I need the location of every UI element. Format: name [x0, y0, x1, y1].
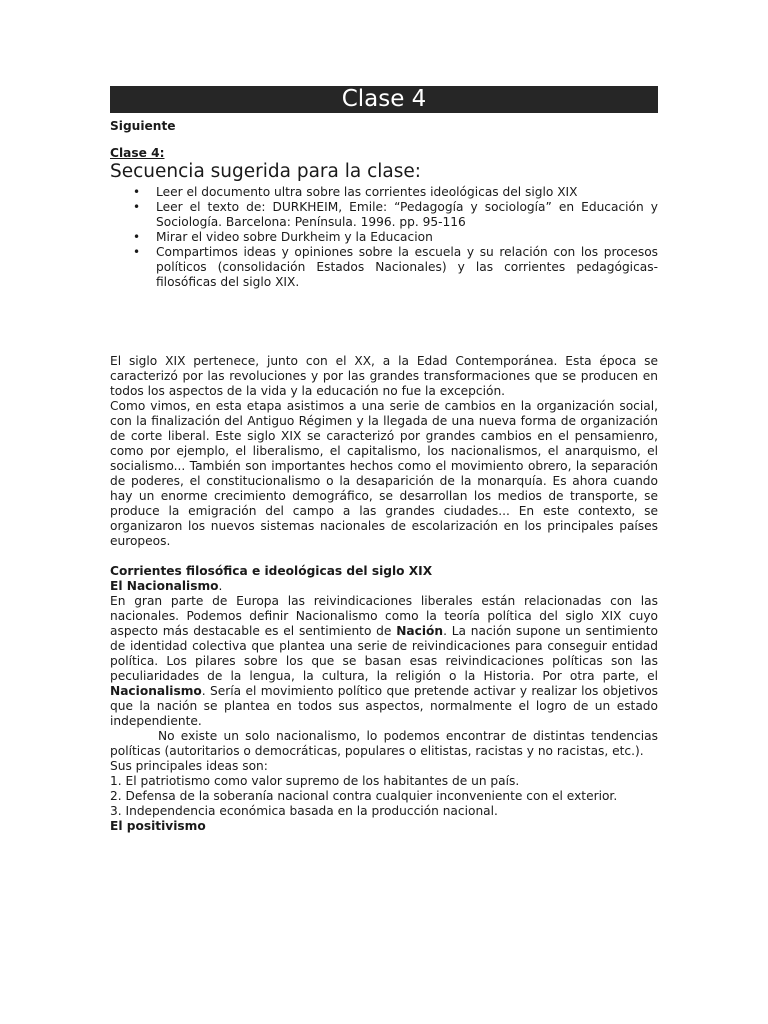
nacionalismo-title: El Nacionalismo [110, 579, 219, 593]
nacionalismo-heading [110, 579, 658, 594]
idea-item: 1. El patriotismo como valor supremo de los habitantes de un país. [110, 774, 520, 788]
list-item-text: Mirar el video sobre Durkheim y la Educacion [156, 230, 433, 244]
corrientes-heading: Corrientes filosófica e ideológicas del siglo XIX [110, 564, 433, 578]
section-heading: Secuencia sugerida para la clase: [110, 161, 422, 182]
idea-item: 3. Independencia económica basada en la producción nacional. [110, 804, 498, 818]
positivismo-heading: El positivismo [110, 819, 206, 833]
nacionalismo-title-suffix: . [218, 579, 223, 593]
ideas-intro: Sus principales ideas son: [110, 759, 268, 773]
bullet-icon: • [133, 185, 141, 199]
intro-paragraph-2: Como vimos, en esta etapa asistimos a una serie de cambios en la organización social, con la finalización del Antiguo Régimen y la llegada de una nueva forma de organización de corte liberal. Este siglo XIX se caracterizó por grandes cambios en el pensamienro, como por ejemplo, el liberalismo, el capitalismo, los nacionalismos, el anarquismo, el socialismo... También son importantes hechos como el movimiento obrero, la separación de poderes, el constitucionalismo o la desaparición de la monarquía. Es ahora cuando hay un enorme crecimiento demográfico, se desarrollan los medios de transporte, se produce la emigración del campo a las grandes ciudades... En este contexto, se organizaron los nuevos sistemas nacionales de escolarización en los principales países europeos. [110, 399, 658, 548]
list-item-text: Compartimos ideas y opiniones sobre la escuela y su relación con los procesos políticos (consolidación Estados Nacionales) y las corrientes pedagógicas-filosóficas del siglo XIX. [156, 245, 658, 289]
bold-term-nacionalismo: Nacionalismo [110, 684, 202, 698]
list-item [133, 185, 658, 200]
text-run: . Sería el movimiento político que pretende activar y realizar los objetivos que la nación se plantea en todos sus aspectos, normalmente el logro de un estado independiente. [110, 684, 658, 728]
nacionalismo-paragraph-2: No existe un solo nacionalismo, lo podemos encontrar de distintas tendencias políticas (autoritarios o democráticas, populares o elitistas, racistas y no racistas, etc.). [110, 729, 658, 758]
steps-list [110, 185, 658, 290]
nacionalismo-paragraph-1 [110, 594, 658, 729]
text-run: En gran parte de Europa las reivindicaciones liberales están relacionadas con las nacionales. Podemos definir Nacionalismo como la teoría política del siglo XIX cuyo aspecto más destacable es el sentimiento de [110, 594, 658, 638]
blank-space [110, 290, 658, 354]
list-item [133, 200, 658, 230]
bullet-icon: • [133, 245, 141, 259]
document-page [110, 86, 658, 834]
idea-item: 2. Defensa de la soberanía nacional contra cualquier inconveniente con el exterior. [110, 789, 618, 803]
intro-paragraph-1: El siglo XIX pertenece, junto con el XX, a la Edad Contemporánea. Esta época se caracterizó por las revoluciones y por las grandes transformaciones que se producen en todos los aspectos de la vida y la educación no fue la excepción. [110, 354, 658, 398]
page-title: Clase 4 [110, 86, 658, 113]
list-item-text: Leer el documento ultra sobre las corrientes ideológicas del siglo XIX [156, 185, 578, 199]
bullet-icon: • [133, 200, 141, 214]
text-run: . La nación supone un sentimiento de identidad colectiva que plantea una serie de reivindicaciones para conseguir entidad política. Los pilares sobre los que se basan esas reivindicaciones políticas son las peculiaridades de la lengua, la cultura, la religión o la Historia. Por otra parte, el [110, 624, 658, 683]
siguiente-label: Siguiente [110, 119, 176, 133]
bold-term-nacion: Nación [396, 624, 444, 638]
list-item [133, 230, 658, 245]
list-item-text: Leer el texto de: DURKHEIM, Emile: “Pedagogía y sociología” en Educación y Sociología. Barcelona: Península. 1996. pp. 95-116 [156, 200, 658, 229]
list-item [133, 245, 658, 290]
clase-label: Clase 4: [110, 146, 165, 160]
bullet-icon: • [133, 230, 141, 244]
